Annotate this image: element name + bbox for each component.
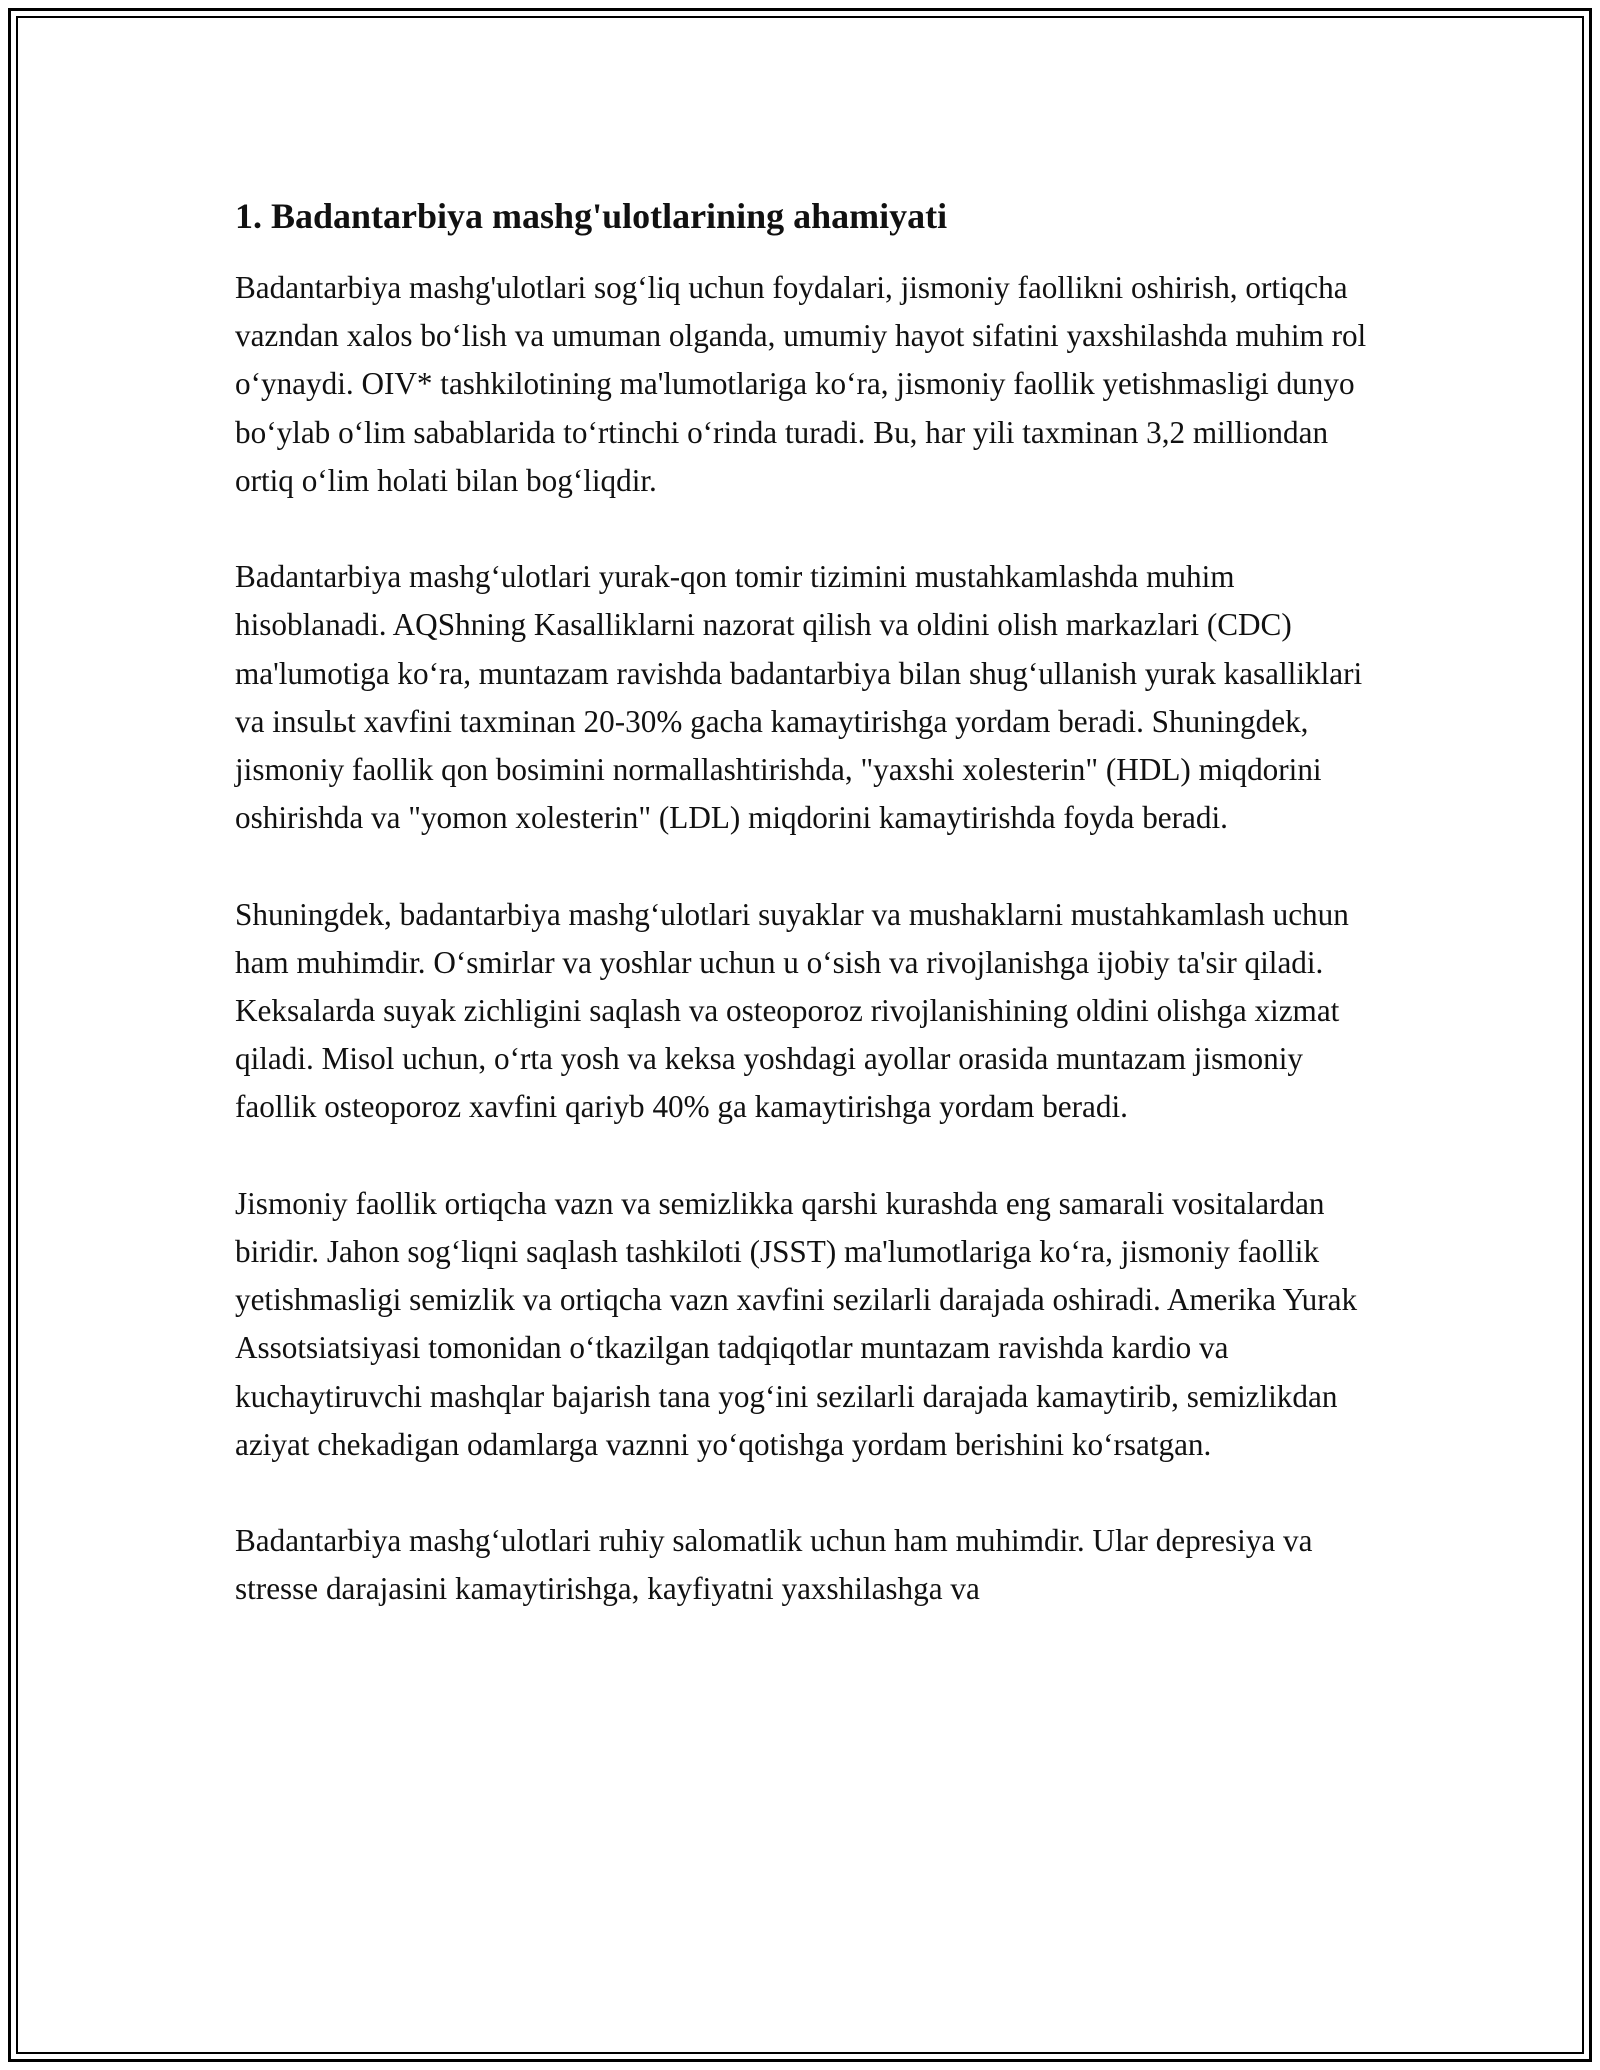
paragraph-1: Badantarbiya mashg'ulotlari sog‘liq uchun foydalari, jismoniy faollikni oshirish, ortiqcha vazndan xalos bo‘lish va umuman olganda, umumiy hayot sifatini yaxshilashda muhim rol o‘ynaydi. OIV* tashkilotining ma'lumotlariga ko‘ra, jismoniy faollik yetishmasligi dunyo bo‘ylab o‘lim sabablarida to‘rtinchi o‘rinda turadi. Bu, har yili taxminan 3,2 milliondan ortiq o‘lim holati bilan bog‘liqdir. <box>235 270 1367 498</box>
paragraph-3: Shuningdek, badantarbiya mashg‘ulotlari suyaklar va mushaklarni mustahkamlash uchun ham muhimdir. O‘smirlar va yoshlar uchun u o‘sish va rivojlanishga ijobiy ta'sir qiladi. Keksalarda suyak zichligini saqlash va osteoporoz rivojlanishining oldini olishga xizmat qiladi. Misol uchun, o‘rta yosh va keksa yoshdagi ayollar orasida muntazam jismoniy faollik osteoporoz xavfini qariyb 40% ga kamaytirishga yordam beradi. <box>235 896 1349 1125</box>
section-heading: 1. Badantarbiya mashg'ulotlarining ahamiyati <box>235 196 948 236</box>
document-body <box>235 190 1370 1662</box>
paragraph-4: Jismoniy faollik ortiqcha vazn va semizlikka qarshi kurashda eng samarali vositalardan biridir. Jahon sog‘liqni saqlash tashkiloti (JSST) ma'lumotlariga ko‘ra, jismoniy faollik yetishmasligi semizlik va ortiqcha vazn xavfini sezilarli darajada oshiradi. Amerika Yurak Assotsiatsiyasi tomonidan o‘tkazilgan tadqiqotlar muntazam ravishda kardio va kuchaytiruvchi mashqlar bajarish tana yog‘ini sezilarli darajada kamaytirib, semizlikdan aziyat chekadigan odamlarga vaznni yo‘qotishga yordam berishini ko‘rsatgan. <box>235 1185 1358 1462</box>
paragraph-2: Badantarbiya mashg‘ulotlari yurak-qon tomir tizimini mustahkamlashda muhim hisoblanadi. AQShning Kasalliklarni nazorat qilish va oldini olish markazlari (CDC) ma'lumotiga ko‘ra, muntazam ravishda badantarbiya bilan shug‘ullanish yurak kasalliklari va insulьt xavfini taxminan 20-30% gacha kamaytirishga yordam beradi. Shuningdek, jismoniy faollik qon bosimini normallashtirishda, "yaxshi xolesterin" (HDL) miqdorini oshirishda va "yomon xolesterin" (LDL) miqdorini kamaytirishda foyda beradi. <box>235 559 1363 836</box>
paragraph-5: Badantarbiya mashg‘ulotlari ruhiy salomatlik uchun ham muhimdir. Ular depresiya va stresse darajasini kamaytirishga, kayfiyatni yaxshilashga va <box>235 1523 1313 1607</box>
